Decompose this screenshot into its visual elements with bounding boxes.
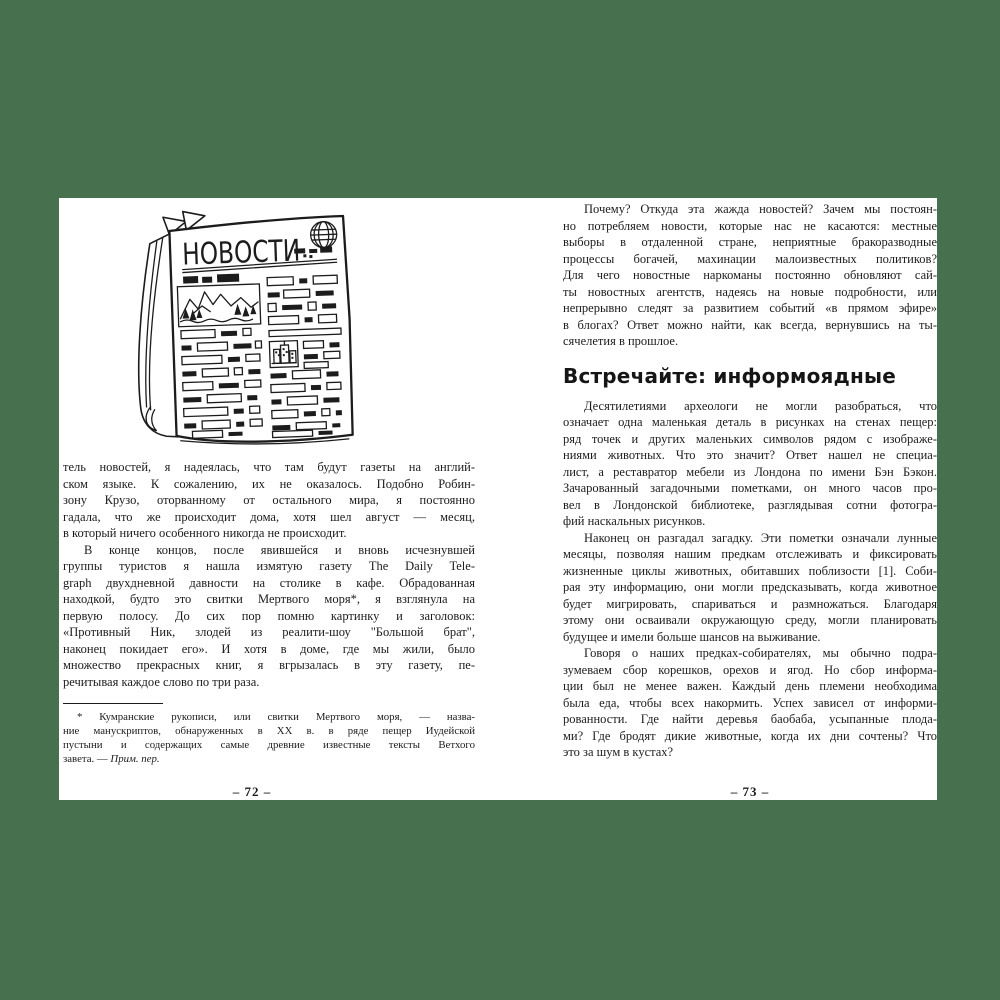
text-line: но потребляем новости, которые нас не касаются: местные (563, 218, 937, 233)
footnote-block (63, 710, 475, 766)
text-line: множество прекрасных книг, я вгрызалась в эту газету, пе- (63, 658, 475, 672)
text-line: зону Крузо, оторванному от остального мира, я постоянно (63, 493, 475, 507)
text-line: гадала, что же происходит дома, хотя шел август — месяц, (63, 509, 475, 524)
footnote-translator-note: Прим. пер. (110, 753, 160, 765)
footnote-line: пустыни и содержащих самые древние известные тексты Ветхого (63, 739, 475, 751)
left-text-column (63, 459, 475, 690)
text-line: месяцы, позволяя нашим предкам отслеживать и фиксировать (563, 547, 937, 561)
text-line: первую полосу. До сих пор помню картинку и заголовок: (63, 608, 475, 623)
text-line: graph двухдневной давности на столике в кафе. Обрадованная (63, 575, 475, 590)
text-line: будущее и имели больше шансов на выживание. (563, 629, 821, 644)
page-number-right: – 73 – (730, 784, 770, 799)
newspaper-illustration (93, 202, 445, 454)
text-line: рая эту информацию, они могли предсказывать, когда животное (563, 580, 937, 594)
text-line: в который ничего особенного никогда не происходит. (63, 526, 347, 540)
text-line: ты новостных агентств, надеясь на новые подробности, или (563, 284, 937, 299)
text-line: процессы богачей, махинации малоизвестных политиков? (563, 251, 937, 266)
text-line: сячелетия в прошлое. (563, 334, 679, 348)
text-line: речитывая каждое слово по три раза. (63, 674, 260, 689)
text-line: группы туристов я нашла измятую газету The Daily Tele- (63, 559, 475, 573)
text-line: зумеваем сбор корешков, орехов и ягод. Но сбор информа- (563, 662, 937, 677)
text-line: фий наскальных рисунков. (563, 514, 706, 528)
footnote-line (63, 752, 475, 766)
footnote-text: завета. — (63, 753, 111, 765)
footnote-line: ние манускриптов, обнаруженных в XX в. в ряде пещер Иудейской (63, 725, 475, 737)
text-line: ции был не менее важен. Каждый день племени необходима (563, 679, 937, 693)
text-line: ниями животных. Что это значит? Ответ нашел не специа- (563, 448, 937, 462)
text-line: означает одна маленькая деталь в рисунках на стенах пещер: (563, 415, 937, 429)
text-line: Для чего новостные наркоманы постоянно обновляют сай- (563, 268, 937, 282)
text-line: ми? Где бродят дикие животные, когда их дни сочтены? Что (563, 728, 937, 743)
newspaper-masthead-text: НОВОСТИ (181, 232, 335, 273)
text-line: Зачарованный загадочными пометками, он много часов про- (563, 481, 937, 495)
text-line: «Противный Ник, злодей из реалити-шоу "Большой брат", (63, 625, 475, 639)
text-line: вел в Лондонской библиотеке, разглядывая сотни фотогра- (563, 497, 937, 512)
page-number-left: – 72 – (232, 784, 272, 799)
footnote-divider (63, 703, 163, 704)
text-line: в блогах? Ответ можно найти, как всегда, вернувшись на ты- (563, 317, 937, 332)
text-line: наконец покидает его». И хотя в доме, где мы жили, было (63, 641, 475, 656)
text-line: лист, а реставратор мебели из Лондона по имени Бэн Бэкон. (563, 464, 937, 479)
text-line: В конце концов, после явившейся и вновь исчезнувшей (84, 542, 475, 557)
text-line: ском языке. К сожалению, их не оказалось. Подобно Робин- (63, 476, 475, 491)
text-line: жизненные циклы животных, обитавших поблизости [1]. Соби- (563, 563, 937, 578)
text-line: Почему? Откуда эта жажда новостей? Зачем мы постоян- (584, 202, 937, 216)
text-line: Наконец он разгадал загадку. Эти пометки означали лунные (584, 530, 937, 545)
text-line: выборы в отдаленной стране, неприятные бракоразводные (563, 235, 937, 249)
text-line: была еда, чтобы всех накормить. Успех зависел от информи- (563, 695, 937, 710)
text-line: ряд точек и других маленьких символов рядом с изображе- (563, 431, 937, 446)
section-heading: Встречайте: информоядные (563, 363, 897, 388)
page-right (498, 198, 937, 800)
text-line: будет мигрировать, спариваться и размножаться. Благодаря (563, 596, 937, 611)
text-line: находкой, будто это свитки Мертвого моря*, я взглянула на (63, 592, 475, 606)
page-left (59, 198, 498, 800)
text-line: Говоря о наших предках-собирателях, мы обычно подра- (584, 646, 937, 660)
text-line: Десятилетиями археологи не могли разобраться, что (584, 398, 937, 413)
text-line: этому они осваивали окружающую среду, могли планировать (563, 613, 937, 627)
text-line: тель новостей, я надеялась, что там будут газеты на англий- (63, 460, 475, 474)
right-text-column (563, 201, 937, 761)
text-line: непрерывно следят за развитием событий «в прямом эфире» (563, 301, 937, 315)
text-line: рованности. Где найти деревья баобаба, усыпанные плода- (563, 712, 937, 726)
book-spread (59, 198, 937, 800)
footnote-line: * Кумранские рукописи, или свитки Мертвого моря, — назва- (77, 711, 475, 723)
text-line: это за шум в кустах? (563, 745, 674, 759)
